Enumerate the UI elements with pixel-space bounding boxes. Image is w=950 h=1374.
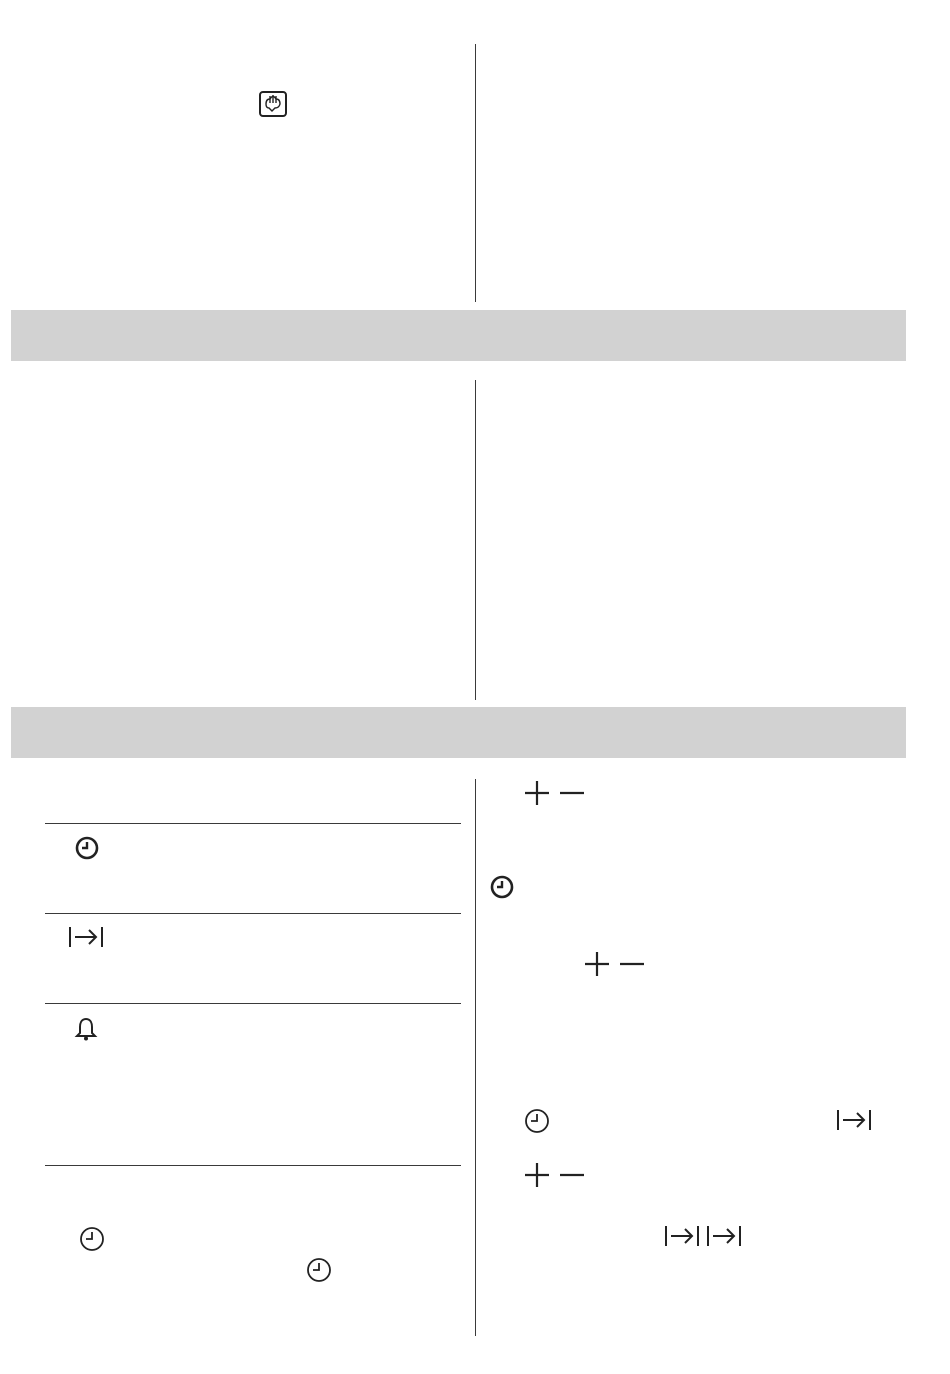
minus-icon: [559, 1162, 585, 1188]
clock-icon: [75, 836, 99, 860]
minus-icon: [559, 780, 585, 806]
end-time-icon: [706, 1224, 742, 1248]
clock-icon: [490, 875, 514, 899]
end-time-icon: [664, 1224, 700, 1248]
table-rule: [45, 913, 461, 914]
table-rule: [45, 1165, 461, 1166]
bell-icon: [75, 1017, 97, 1041]
plus-icon: [584, 951, 610, 977]
table-rule: [45, 823, 461, 824]
section-header-band: [11, 707, 906, 758]
clock-outline-icon: [79, 1226, 105, 1252]
end-time-icon: [68, 925, 104, 949]
section-header-band: [11, 310, 906, 361]
column-divider-top: [475, 44, 476, 302]
clock-outline-icon: [306, 1257, 332, 1283]
clock-outline-icon: [524, 1108, 550, 1134]
plus-icon: [524, 1162, 550, 1188]
end-time-icon: [836, 1108, 872, 1132]
plus-icon: [524, 780, 550, 806]
table-rule: [45, 1003, 461, 1004]
column-divider-bottom: [475, 779, 476, 1336]
steam-cleaning-icon: [259, 91, 287, 117]
column-divider-middle: [475, 380, 476, 700]
minus-icon: [619, 951, 645, 977]
